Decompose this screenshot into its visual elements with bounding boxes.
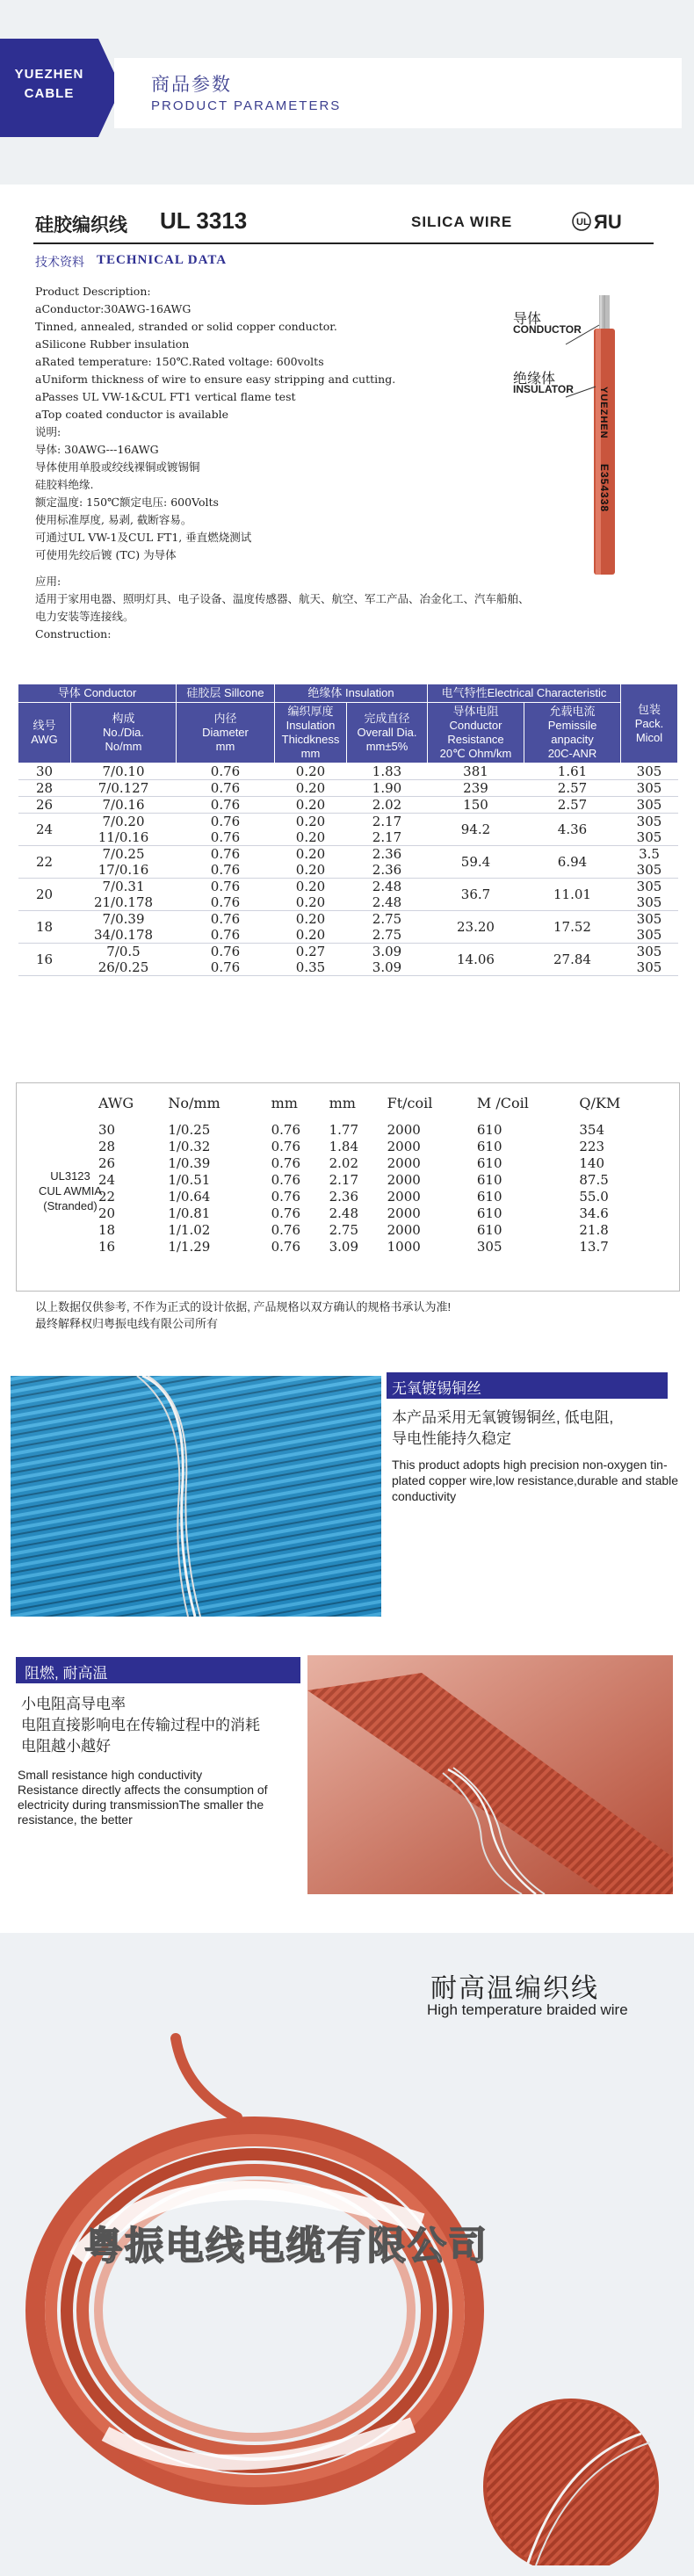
insulator-label-cn: 绝缘体: [513, 372, 556, 387]
pack-cell: 305: [621, 959, 678, 976]
header-awg: 线号 AWG: [18, 703, 71, 763]
construction-cell: 7/0.16: [71, 797, 177, 814]
ul3123-header-cell: AWG: [98, 1095, 134, 1111]
ampacity-cell: 6.94: [524, 846, 621, 879]
ul3123-cell: 1.84: [329, 1139, 359, 1154]
spec-row: [18, 763, 678, 780]
ul3123-cell: 610: [476, 1155, 502, 1171]
ul3123-row: [98, 1139, 661, 1155]
description-line: 导体: 30AWG---16AWG: [35, 443, 159, 456]
resistance-cell: 94.2: [428, 814, 524, 846]
ul3123-cell: 1000: [387, 1239, 421, 1255]
diameter-cell: 0.76: [210, 944, 241, 959]
thickness-cell: 0.20: [275, 862, 347, 879]
ul3123-cell: 610: [476, 1189, 502, 1205]
construction-cell: 7/0.20: [102, 814, 145, 829]
diameter-cell: 0.76: [210, 846, 241, 862]
conductor-label-cn: 导体: [513, 312, 542, 327]
ul3123-table: [98, 1095, 661, 1255]
diameter-cell: 0.76: [177, 894, 275, 911]
ul3123-cell: 610: [476, 1205, 502, 1221]
pack-cell: 305: [636, 879, 662, 894]
diameter-cell: 0.76: [177, 780, 275, 797]
specification-table-body: [18, 763, 678, 976]
ul3123-cell: 0.76: [271, 1189, 301, 1205]
tech-data-label-en: TECHNICAL DATA: [97, 253, 228, 267]
resistance-cell: 59.4: [428, 846, 524, 879]
ul3123-cell: 2000: [387, 1122, 421, 1138]
ul3123-row: [98, 1205, 661, 1222]
ampacity-cell: 2.57: [524, 780, 621, 797]
description-line: 使用标准厚度, 易剥, 截断容易。: [35, 513, 192, 526]
spec-row: [18, 814, 678, 830]
specification-table: [18, 684, 678, 976]
awg-cell: 18: [18, 911, 71, 944]
ul3123-cell: 1/0.39: [168, 1155, 211, 1171]
description-line: aRated temperature: 150℃.Rated voltage: 600volts: [35, 355, 324, 368]
diameter-cell: 0.76: [177, 862, 275, 879]
header-ampacity: 允载电流 Pemissile anpacity 20C-ANR: [524, 703, 621, 763]
pack-cell: 305: [621, 862, 678, 879]
construction-cell: 7/0.39: [102, 911, 145, 927]
description-line: aPasses UL VW-1&CUL FT1 vertical flame test: [35, 390, 296, 403]
blue-wire-photo: [11, 1376, 381, 1617]
header-electrical-group: 电气特性Electrical Characteristic: [428, 684, 621, 703]
ul3123-cell: 1/0.32: [168, 1139, 211, 1154]
ul3123-cell: 305: [476, 1239, 502, 1255]
overall-dia-cell: 2.17: [372, 814, 402, 829]
description-line: 可通过UL VW-1及CUL FT1, 垂直燃烧测试: [35, 531, 252, 544]
pack-cell: 305: [636, 944, 662, 959]
description-line: aConductor:30AWG-16AWG: [35, 302, 192, 315]
overall-dia-cell: 3.09: [347, 959, 428, 976]
ul3123-row: [98, 1172, 661, 1189]
ul3123-cell: 18: [98, 1222, 116, 1238]
overall-dia-cell: 2.17: [347, 829, 428, 846]
description-line: aTop coated conductor is available: [35, 408, 229, 421]
feature-flame-desc-cn: 小电阻高导电率 电阻直接影响电在传输过程中的消耗 电阻越小越好: [21, 1696, 260, 1755]
wire-print-code: E354338: [598, 463, 611, 512]
ul3123-cell: 3.09: [329, 1239, 359, 1255]
ul3123-cell: 1/0.51: [168, 1172, 211, 1188]
insulator-label-en: INSULATOR: [513, 383, 574, 395]
thickness-cell: 0.20: [295, 911, 326, 927]
ul3123-cell: 2000: [387, 1189, 421, 1205]
ul3123-cell: 2.36: [329, 1189, 359, 1205]
ul3123-cell: 2000: [387, 1172, 421, 1188]
ul3123-row: [98, 1239, 661, 1255]
overall-dia-cell: 2.75: [372, 911, 402, 927]
ul3123-cell: 2.75: [329, 1222, 359, 1238]
header-sillcone-group: 硅胶层 Sillcone: [177, 684, 275, 703]
description-line: 可使用先绞后镀 (TC) 为导体: [35, 548, 177, 561]
ul3123-cell: 2.02: [329, 1155, 359, 1171]
pack-cell: 305: [621, 780, 678, 797]
ul3123-header-cell: mm: [271, 1095, 298, 1111]
ul3123-header-cell: Ft/coil: [387, 1095, 433, 1111]
header-pack: 包装 Pack. Micol: [621, 684, 678, 763]
ul3123-header-cell: mm: [329, 1095, 356, 1111]
thickness-cell: 0.20: [275, 763, 347, 780]
overall-dia-cell: 1.83: [347, 763, 428, 780]
ul3123-header-cell: M /Coil: [476, 1095, 529, 1111]
ul3123-cell: 1.77: [329, 1122, 359, 1138]
ul3123-cell: 55.0: [579, 1189, 609, 1205]
pack-cell: 305: [621, 927, 678, 944]
logo-line-2: CABLE: [24, 86, 75, 101]
description-line: Construction:: [35, 627, 112, 640]
copyright-note: 最终解释权归粤振电线有限公司所有: [35, 1317, 219, 1330]
ul3123-cell: 2000: [387, 1205, 421, 1221]
spec-row: [18, 911, 678, 928]
overall-dia-cell: 3.09: [372, 944, 402, 959]
pack-cell: 305: [621, 797, 678, 814]
feature-copper-desc-en: This product adopts high precision non-oxygen tin-plated copper wire,low resistance,durable and stable conductivity: [392, 1458, 679, 1503]
ul3123-cell: 223: [579, 1139, 605, 1154]
ul3123-cell: 610: [476, 1222, 502, 1238]
construction-cell: 7/0.10: [71, 763, 177, 780]
awg-cell: 22: [18, 846, 71, 879]
diameter-cell: 0.76: [177, 763, 275, 780]
thickness-cell: 0.27: [295, 944, 326, 959]
ampacity-cell: 11.01: [524, 879, 621, 911]
ul3123-cell: 2000: [387, 1139, 421, 1154]
description-line: [35, 564, 492, 569]
ul3123-cell: 0.76: [271, 1239, 301, 1255]
thickness-cell: 0.20: [275, 894, 347, 911]
ampacity-cell: 17.52: [524, 911, 621, 944]
ul3123-cell: 610: [476, 1122, 502, 1138]
pack-cell: 305: [621, 829, 678, 846]
awg-cell: 30: [18, 763, 71, 780]
product-description: [35, 283, 530, 643]
diameter-cell: 0.76: [177, 797, 275, 814]
thickness-cell: 0.20: [295, 814, 326, 829]
pack-cell: 305: [621, 894, 678, 911]
showcase-title-cn: 耐高温编织线: [430, 1974, 599, 2003]
red-wire-closeup-photo: [307, 1655, 673, 1894]
ampacity-cell: 27.84: [524, 944, 621, 976]
ul3123-cell: 0.76: [271, 1222, 301, 1238]
overall-dia-cell: 2.48: [347, 894, 428, 911]
overall-dia-cell: 2.75: [347, 927, 428, 944]
description-line: aUniform thickness of wire to ensure easy stripping and cutting.: [35, 373, 396, 386]
thickness-cell: 0.35: [275, 959, 347, 976]
svg-text:UL: UL: [576, 217, 589, 228]
thickness-cell: 0.20: [295, 879, 326, 894]
ul3123-cell: 1/1.02: [168, 1222, 211, 1238]
ul3123-cell: 20: [98, 1205, 116, 1221]
construction-cell: 7/0.5: [106, 944, 141, 959]
ul3123-cell: 30: [98, 1122, 116, 1138]
header-diameter: 内径 Diameter mm: [177, 703, 275, 763]
ul3123-cell: 87.5: [579, 1172, 609, 1188]
diameter-cell: 0.76: [177, 829, 275, 846]
feature-copper-desc-cn: 本产品采用无氧镀锡铜丝, 低电阻, 导电性能持久稳定: [392, 1409, 614, 1447]
logo-line-1: YUEZHEN: [14, 67, 84, 82]
thickness-cell: 0.20: [275, 797, 347, 814]
construction-cell: 17/0.16: [71, 862, 177, 879]
description-line: 应用:: [35, 575, 61, 588]
ul3123-cell: 2.17: [329, 1172, 359, 1188]
description-line: 说明:: [35, 425, 61, 438]
ul3123-row: [98, 1222, 661, 1239]
tech-data-label-cn: 技术资料: [35, 255, 84, 269]
ul3123-header-cell: Q/KM: [579, 1095, 621, 1111]
overall-dia-cell: 2.48: [372, 879, 402, 894]
overall-dia-cell: 2.36: [347, 862, 428, 879]
description-line: 适用于家用电器、照明灯具、电子设备、温度传感器、航天、航空、军工产品、冶金化工、汽车船舶、: [35, 592, 530, 605]
feature-tag-copper: [387, 1372, 668, 1399]
construction-cell: 11/0.16: [71, 829, 177, 846]
overall-dia-cell: 2.36: [372, 846, 402, 862]
spec-row: [18, 879, 678, 895]
thickness-cell: 0.20: [275, 780, 347, 797]
ul3123-cell: 13.7: [579, 1239, 609, 1255]
ul3123-cell: 2000: [387, 1155, 421, 1171]
disclaimer-note: 以上数据仅供参考, 不作为正式的设计依据, 产品规格以双方确认的规格书承认为准!: [35, 1300, 452, 1313]
ampacity-cell: 1.61: [524, 763, 621, 780]
ul3123-row: [98, 1189, 661, 1205]
ul3123-cell: 0.76: [271, 1205, 301, 1221]
ul3123-cell: 2000: [387, 1222, 421, 1238]
ul3123-header-cell: No/mm: [168, 1095, 220, 1111]
header-title-en: PRODUCT PARAMETERS: [151, 98, 342, 113]
ul3123-row: [98, 1155, 661, 1172]
spec-row: [18, 846, 678, 863]
pack-cell: 3.5: [639, 846, 660, 862]
conductor-label-en: CONDUCTOR: [513, 323, 582, 336]
resistance-cell: 36.7: [428, 879, 524, 911]
ul3123-cell: 0.76: [271, 1172, 301, 1188]
description-line: aSilicone Rubber insulation: [35, 337, 190, 351]
feature-tag-copper-label: 无氧镀锡铜丝: [392, 1380, 481, 1397]
ul3123-cell: 21.8: [579, 1222, 609, 1238]
ul3123-cell: 1/1.29: [168, 1239, 211, 1255]
ul3123-cell: 1/0.64: [168, 1189, 211, 1205]
ul3123-cell: 354: [579, 1122, 605, 1138]
ul3123-cell: 140: [579, 1155, 605, 1171]
description-line: 额定温度: 150℃额定电压: 600Volts: [35, 496, 219, 509]
ul3123-cell: 34.6: [579, 1205, 609, 1221]
svg-text:ЯU: ЯU: [594, 211, 622, 233]
description-line: 电力安装等连接线。: [35, 610, 134, 623]
overall-dia-cell: 2.02: [347, 797, 428, 814]
resistance-cell: 239: [428, 780, 524, 797]
thickness-cell: 0.20: [275, 927, 347, 944]
ul3123-side-label: UL3123 CUL AWMIA (Stranded): [39, 1169, 102, 1212]
company-logo: [0, 39, 98, 137]
wire-print-brand: YUEZHEN: [598, 387, 609, 439]
construction-cell: 7/0.127: [71, 780, 177, 797]
ul3123-table-body: [98, 1122, 661, 1255]
construction-cell: 21/0.178: [71, 894, 177, 911]
description-line: Product Description:: [35, 285, 151, 298]
product-name-cn: 硅胶编织线: [35, 214, 127, 235]
header-title-cn: 商品参数: [151, 75, 232, 95]
construction-cell: 26/0.25: [71, 959, 177, 976]
pack-cell: 305: [621, 763, 678, 780]
description-line: Tinned, annealed, stranded or solid copper conductor.: [35, 320, 337, 333]
spec-row: [18, 944, 678, 960]
feature-tag-flame-label: 阻燃, 耐高温: [25, 1665, 108, 1682]
diameter-cell: 0.76: [210, 911, 241, 927]
header-insulation-group: 绝缘体 Insulation: [275, 684, 428, 703]
spec-row: [18, 780, 678, 797]
pack-cell: 305: [636, 911, 662, 927]
ul3123-row: [98, 1122, 661, 1139]
ul3123-cell: 1/0.81: [168, 1205, 211, 1221]
awg-cell: 20: [18, 879, 71, 911]
diameter-cell: 0.76: [210, 814, 241, 829]
awg-cell: 24: [18, 814, 71, 846]
ul3123-cell: 0.76: [271, 1122, 301, 1138]
ul3123-header-row: [98, 1095, 661, 1122]
ampacity-cell: 2.57: [524, 797, 621, 814]
feature-flame-desc-en: Small resistance high conductivity Resistance directly affects the consumption of electricity during transmissionThe smaller the resistance, the better: [18, 1768, 268, 1827]
resistance-cell: 381: [428, 763, 524, 780]
ul3123-cell: 610: [476, 1172, 502, 1188]
title-divider: [33, 242, 654, 244]
ul3123-cell: 1/0.25: [168, 1122, 211, 1138]
company-watermark: 粤振电线电缆有限公司: [84, 2225, 488, 2268]
ampacity-cell: 4.36: [524, 814, 621, 846]
ul-certification-icon: [571, 209, 624, 239]
awg-cell: 28: [18, 780, 71, 797]
wire-print: [594, 387, 615, 580]
awg-cell: 16: [18, 944, 71, 976]
thickness-cell: 0.20: [275, 829, 347, 846]
spec-row: [18, 797, 678, 814]
resistance-cell: 14.06: [428, 944, 524, 976]
thickness-cell: 0.20: [295, 846, 326, 862]
overall-dia-cell: 1.90: [347, 780, 428, 797]
ul3123-cell: 26: [98, 1155, 116, 1171]
construction-cell: 34/0.178: [71, 927, 177, 944]
resistance-cell: 150: [428, 797, 524, 814]
header-resistance: 导体电阻 Conductor Resistance 20℃ Ohm/km: [428, 703, 524, 763]
construction-cell: 7/0.25: [102, 846, 145, 862]
header-construction: 构成 No./Dia. No/mm: [71, 703, 177, 763]
ul3123-cell: 28: [98, 1139, 116, 1154]
awg-cell: 26: [18, 797, 71, 814]
header-conductor-group: 导体 Conductor: [18, 684, 177, 703]
construction-cell: 7/0.31: [102, 879, 145, 894]
product-type-en: SILICA WIRE: [411, 213, 513, 230]
ul3123-cell: 0.76: [271, 1155, 301, 1171]
ul3123-cell: 16: [98, 1239, 116, 1255]
ul3123-cell: 2.48: [329, 1205, 359, 1221]
feature-tag-flame: [16, 1657, 300, 1683]
ul3123-cell: 24: [98, 1172, 116, 1188]
description-line: 硅胶料绝缘.: [35, 478, 94, 491]
diameter-cell: 0.76: [210, 879, 241, 894]
ul3123-cell: 610: [476, 1139, 502, 1154]
header-overall-dia: 完成直径 Overall Dia. mm±5%: [347, 703, 428, 763]
wire-coil-illustration: [0, 2021, 694, 2570]
header-thickness: 编织厚度 Insulation Thicdkness mm: [275, 703, 347, 763]
diameter-cell: 0.76: [177, 959, 275, 976]
description-line: 导体使用单股或绞线裸铜或镀锡铜: [35, 460, 200, 474]
pack-cell: 305: [636, 814, 662, 829]
diameter-cell: 0.76: [177, 927, 275, 944]
ul3123-cell: 0.76: [271, 1139, 301, 1154]
product-model: UL 3313: [160, 207, 248, 234]
showcase-title-en: High temperature braided wire: [427, 2001, 628, 2018]
ul3123-cell: 22: [98, 1189, 116, 1205]
resistance-cell: 23.20: [428, 911, 524, 944]
